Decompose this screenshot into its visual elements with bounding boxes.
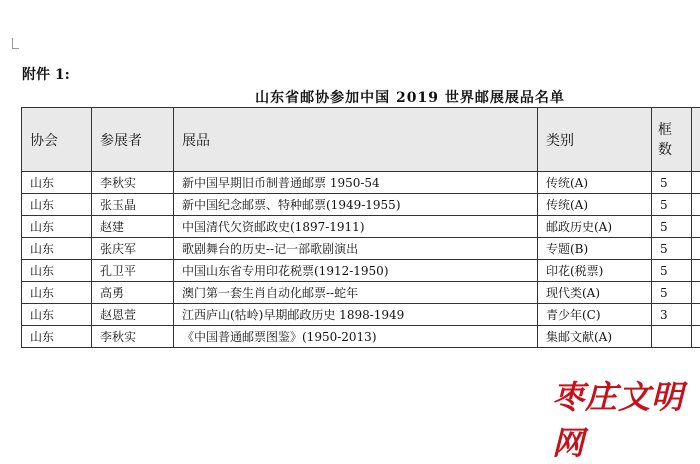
cell-frames: 5 (652, 216, 692, 238)
header-extra-column (692, 108, 700, 172)
table-row (22, 282, 700, 304)
header-association: 协会 (22, 108, 92, 172)
header-exhibit: 展品 (174, 108, 538, 172)
header-category: 类别 (538, 108, 652, 172)
cell-exhibit: 澳门第一套生肖自动化邮票--蛇年 (174, 282, 538, 304)
cell-exhibit: 中国清代欠资邮政史(1897-1911) (174, 216, 538, 238)
cell-exhibitor: 孔卫平 (92, 260, 174, 282)
cell-extra (692, 282, 700, 304)
table-row (22, 304, 700, 326)
cell-extra (692, 326, 700, 348)
cell-category: 专题(B) (538, 238, 652, 260)
cell-association: 山东 (22, 282, 92, 304)
header-exhibitor: 参展者 (92, 108, 174, 172)
cell-frames: 5 (652, 260, 692, 282)
cell-exhibit: 中国山东省专用印花税票(1912-1950) (174, 260, 538, 282)
cell-category: 集邮文献(A) (538, 326, 652, 348)
table-row (22, 216, 700, 238)
watermark-logo: 枣庄文明网 (552, 372, 700, 464)
cell-extra (692, 172, 700, 194)
cell-extra (692, 238, 700, 260)
cell-exhibitor: 高勇 (92, 282, 174, 304)
cell-category: 青少年(C) (538, 304, 652, 326)
cell-exhibitor: 张玉晶 (92, 194, 174, 216)
header-frames-line2: 数 (658, 142, 672, 158)
cell-category: 传统(A) (538, 194, 652, 216)
cell-exhibitor: 赵建 (92, 216, 174, 238)
cell-frames (652, 326, 692, 348)
cell-association: 山东 (22, 172, 92, 194)
cell-exhibitor: 张庆军 (92, 238, 174, 260)
cell-association: 山东 (22, 216, 92, 238)
cell-extra (692, 216, 700, 238)
cell-association: 山东 (22, 304, 92, 326)
cell-exhibit: 《中国普通邮票图鉴》(1950-2013) (174, 326, 538, 348)
header-frames-line1: 框 (658, 122, 672, 138)
table-row (22, 194, 700, 216)
table-header-row (22, 108, 700, 172)
cell-category: 邮政历史(A) (538, 216, 652, 238)
cell-exhibit: 歌剧舞台的历史--记一部歌剧演出 (174, 238, 538, 260)
document-title: 山东省邮协参加中国 2019 世界邮展展品名单 (0, 87, 700, 107)
cell-association: 山东 (22, 326, 92, 348)
exhibit-table (21, 107, 700, 348)
page-corner-mark (12, 38, 19, 49)
cell-association: 山东 (22, 238, 92, 260)
cell-exhibit: 新中国纪念邮票、特种邮票(1949-1955) (174, 194, 538, 216)
cell-frames: 5 (652, 282, 692, 304)
table-row (22, 238, 700, 260)
cell-association: 山东 (22, 194, 92, 216)
cell-frames: 3 (652, 304, 692, 326)
cell-frames: 5 (652, 238, 692, 260)
header-frames (652, 108, 692, 172)
cell-extra (692, 194, 700, 216)
cell-category: 现代类(A) (538, 282, 652, 304)
cell-association: 山东 (22, 260, 92, 282)
table-row (22, 172, 700, 194)
cell-exhibit: 新中国早期旧币制普通邮票 1950-54 (174, 172, 538, 194)
cell-frames: 5 (652, 172, 692, 194)
attachment-label: 附件 1: (22, 64, 70, 84)
cell-exhibit: 江西庐山(牯岭)早期邮政历史 1898-1949 (174, 304, 538, 326)
cell-exhibitor: 李秋实 (92, 326, 174, 348)
cell-exhibitor: 赵恩萱 (92, 304, 174, 326)
cell-category: 传统(A) (538, 172, 652, 194)
cell-extra (692, 260, 700, 282)
cell-extra (692, 304, 700, 326)
cell-frames: 5 (652, 194, 692, 216)
cell-category: 印花(税票) (538, 260, 652, 282)
table-row (22, 326, 700, 348)
table-row (22, 260, 700, 282)
cell-exhibitor: 李秋实 (92, 172, 174, 194)
